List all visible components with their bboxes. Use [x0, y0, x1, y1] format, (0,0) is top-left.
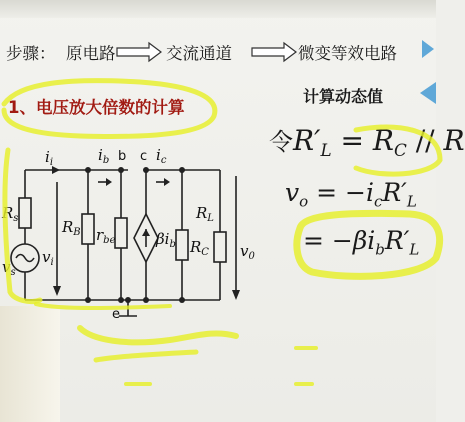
- label-ib: $i_b$: [98, 146, 110, 166]
- label-node-e: e: [112, 307, 120, 322]
- label-ic: $i_c$: [156, 146, 167, 166]
- label-node-c: c: [140, 149, 148, 164]
- equation-rl-prime: 令$R'_L = R_C // R$: [269, 124, 465, 160]
- steps-prefix: 步骤：: [6, 44, 56, 63]
- sub-heading: 计算动态值: [303, 87, 384, 106]
- equation-vo: $v_o = -i_cR'_L$: [285, 178, 417, 211]
- step-small-signal-circuit: 微变等效电路: [298, 44, 397, 63]
- label-vi: $v_i$: [42, 248, 54, 268]
- label-rs: $R_s$: [2, 204, 19, 224]
- label-beta-ib: $\beta i_b$: [156, 230, 176, 250]
- step-original-circuit: 原电路: [66, 44, 116, 63]
- pen-shadow: [0, 306, 60, 422]
- label-ii: $i_i$: [45, 148, 54, 168]
- section-heading: 1、电压放大倍数的计算: [8, 98, 185, 117]
- label-node-b: b: [118, 149, 127, 164]
- label-rbe: $r_{be}$: [96, 226, 116, 246]
- label-rb: $R_B$: [62, 218, 81, 238]
- label-vs: $v_s$: [2, 258, 16, 278]
- step-ac-path: 交流通道: [166, 44, 232, 63]
- equation-vo-beta: = $-\beta i_bR'_L$: [303, 226, 420, 259]
- label-rl: $R_L$: [196, 204, 214, 224]
- label-v0: $v_0$: [240, 242, 255, 262]
- label-rc: $R_C$: [190, 238, 209, 258]
